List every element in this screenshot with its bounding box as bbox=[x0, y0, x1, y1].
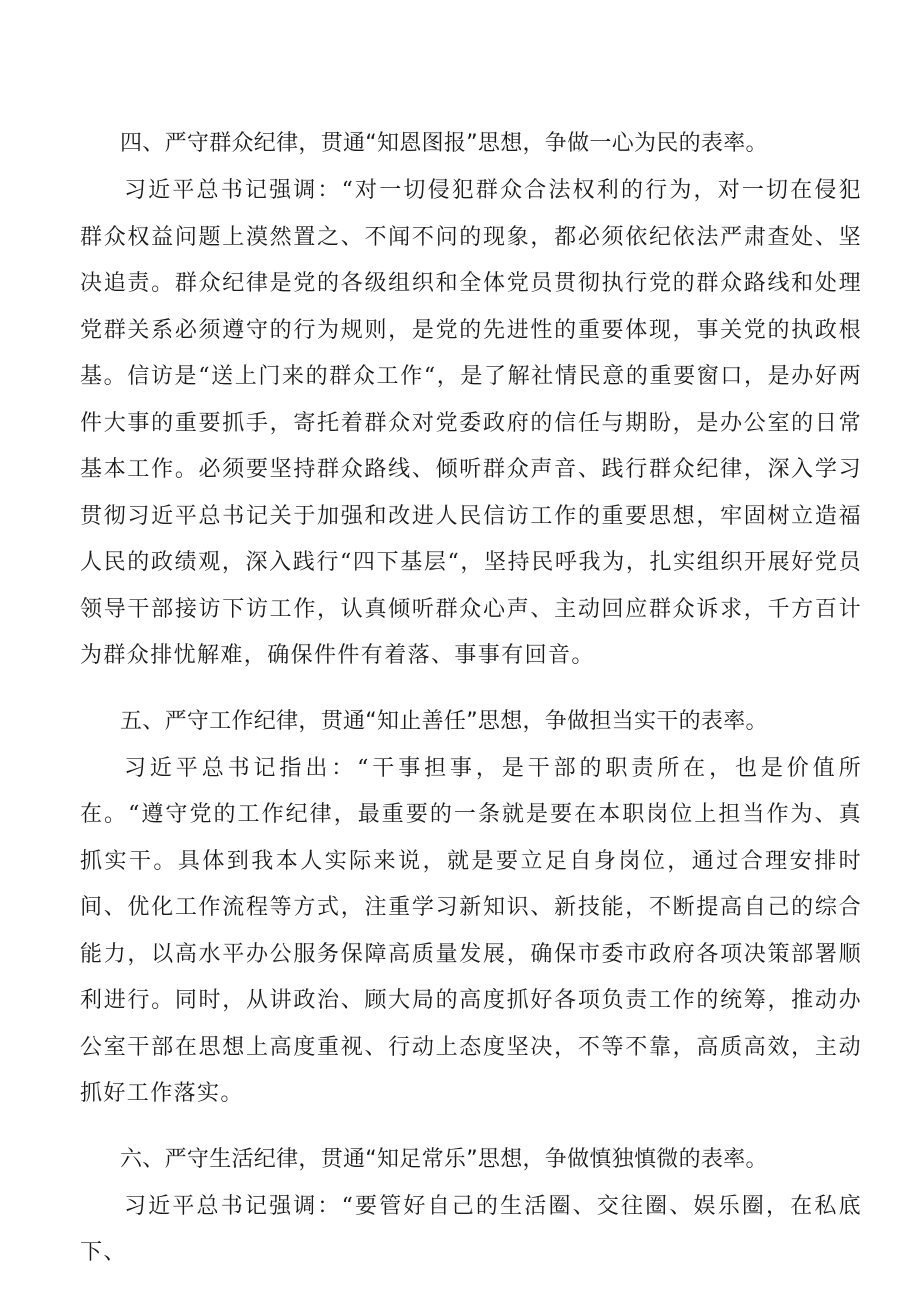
section-heading-5: 五、严守工作纪律，贯通“知止善任”思想，争做担当实干的表率。 bbox=[120, 708, 768, 734]
section-heading-4: 四、严守群众纪律，贯通“知恩图报”思想，争做一心为民的表率。 bbox=[120, 131, 768, 156]
section-paragraph-6: 习近平总书记强调：“要管好自己的生活圈、交往圈、娱乐圈，在私底下、 bbox=[80, 1193, 862, 1265]
document-body bbox=[80, 120, 862, 1277]
section-heading-6: 六、严守生活纪律，贯通“知足常乐”思想，争做慎独慎微的表率。 bbox=[120, 1146, 768, 1172]
section-paragraph-4: 习近平总书记强调：“对一切侵犯群众合法权利的行为，对一切在侵犯群众权益问题上漠然置之、不闻不问的现象，都必须依纪依法严肃查处、坚决追责。群众纪律是党的各级组织和全体党员贯彻执行党的群众路线和处理党群关系必须遵守的行为规则，是党的先进性的重要体现，事关党的执政根基。信访是“送上门来的群众工作“，是了解社情民意的重要窗口，是办好两件大事的重要抓手，寄托着群众对党委政府的信任与期盼，是办公室的日常基本工作。必须要坚持群众路线、倾听群众声音、践行群众纪律，深入学习贯彻习近平总书记关于加强和改进人民信访工作的重要思想，牢固树立造福人民的政绩观，深入践行“四下基层“，坚持民呼我为，扎实组织开展好党员领导干部接访下访工作，认真倾听群众心声、主动回应群众诉求，千方百计为群众排忧解难，确保件件有着落、事事有回音。 bbox=[80, 178, 862, 668]
section-paragraph-5: 习近平总书记指出：“干事担事，是干部的职责所在，也是价值所在。“遵守党的工作纪律，最重要的一条就是要在本职岗位上担当作为、真抓实干。具体到我本人实际来说，就是要立足自身岗位，通过合理安排时间、优化工作流程等方式，注重学习新知识、新技能，不断提高自己的综合能力，以高水平办公服务保障高质量发展，确保市委市政府各项决策部署顺利进行。同时，从讲政治、顾大局的高度抓好各项负责工作的统筹，推动办公室干部在思想上高度重视、行动上态度坚决，不等不靠，高质高效，主动抓好工作落实。 bbox=[80, 755, 862, 1106]
